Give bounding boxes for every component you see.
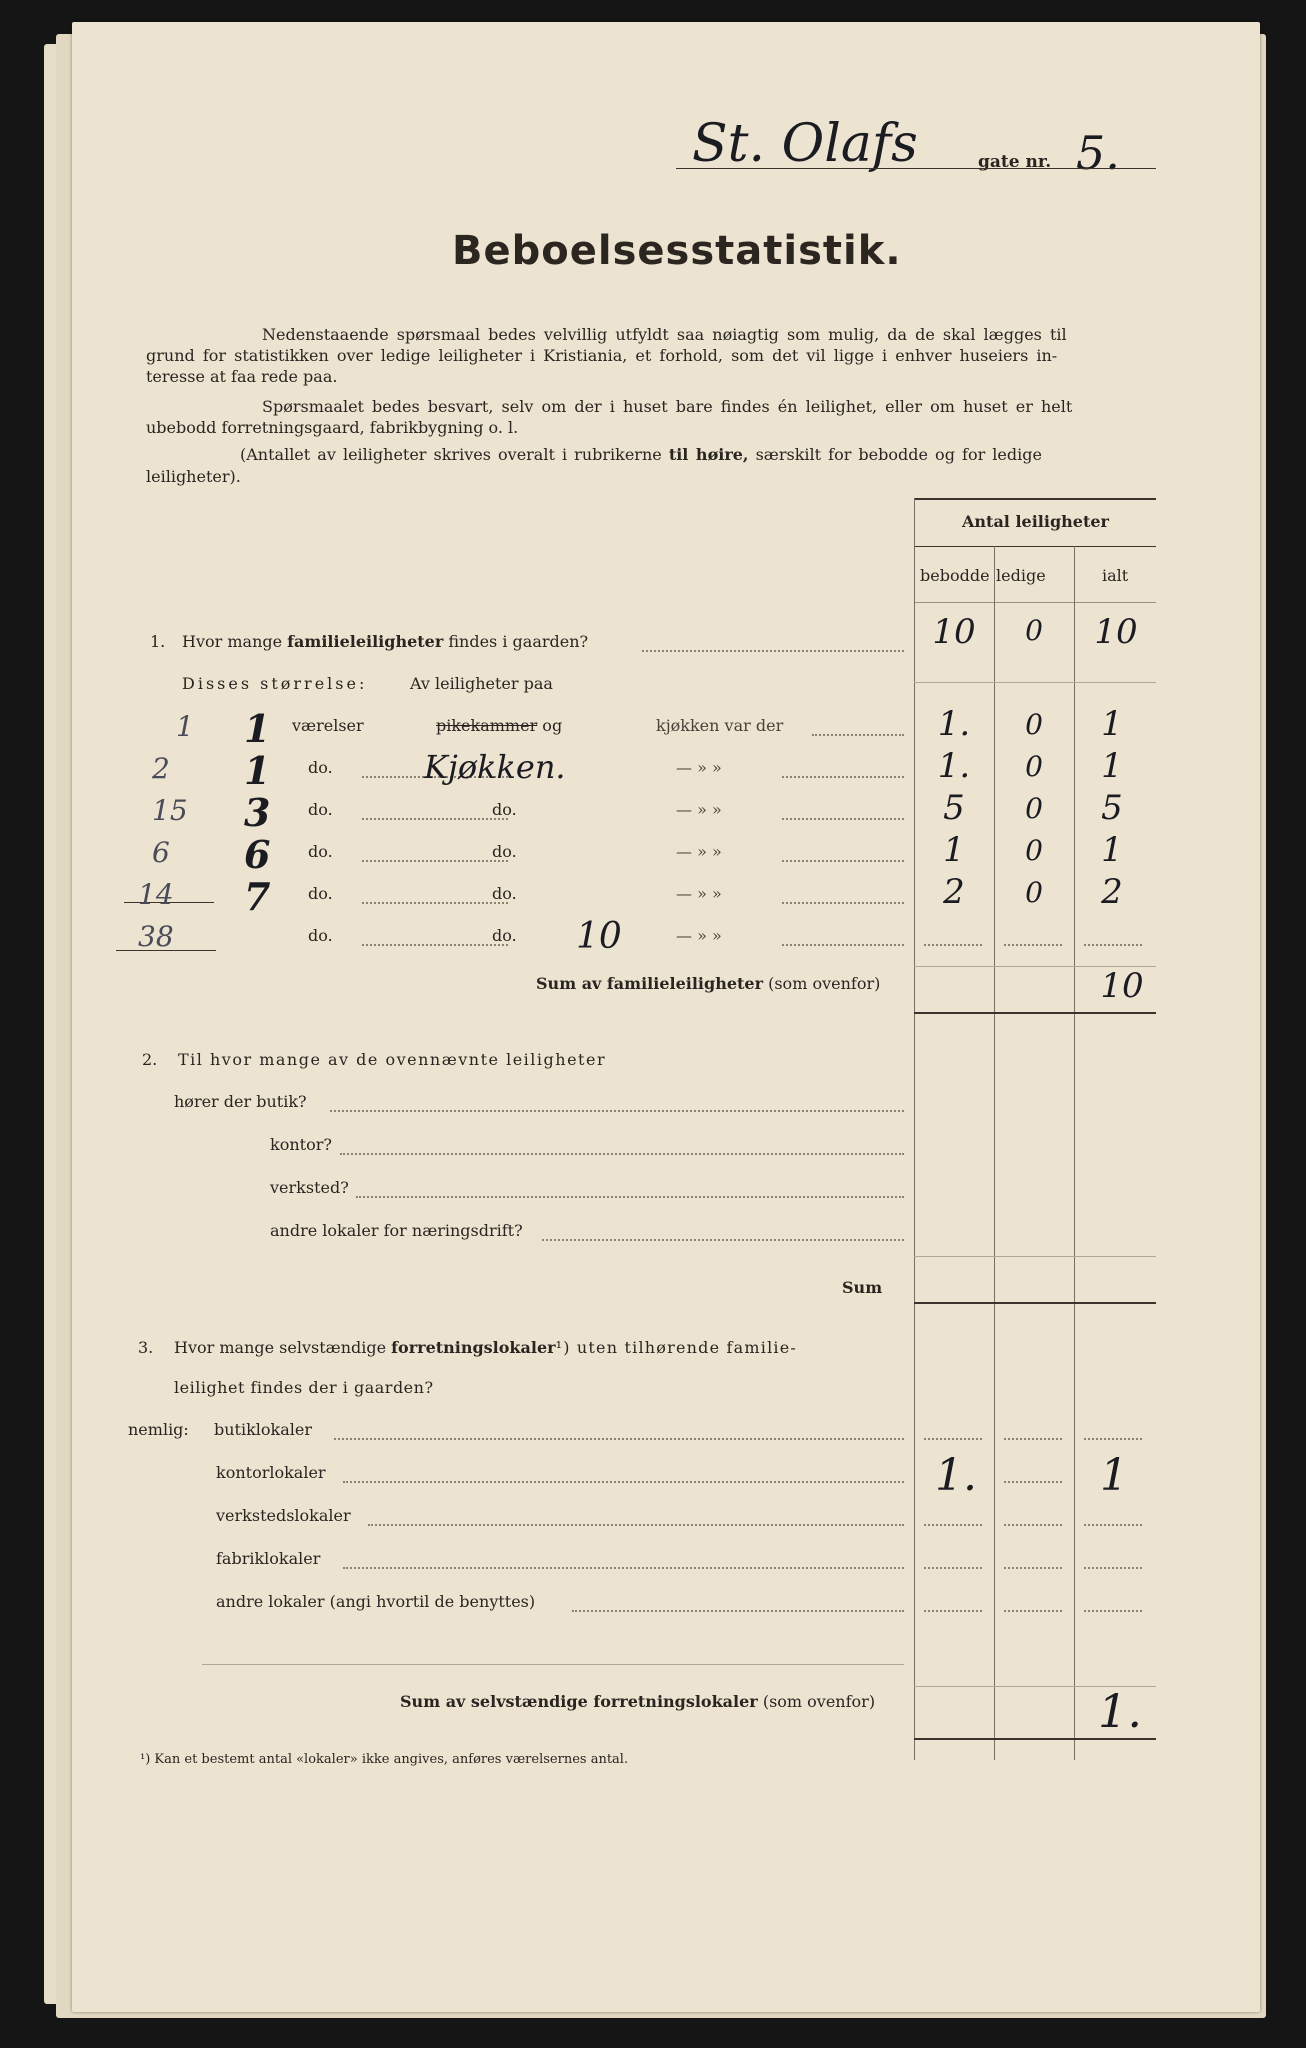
q1-sum-label (536, 974, 880, 993)
q3-number: 3. (138, 1338, 154, 1357)
leader-dots (642, 650, 904, 652)
q1-text-c: findes i gaarden? (443, 632, 589, 651)
q3-item-label: kontorlokaler (216, 1463, 326, 1482)
room-count-handwritten: 6 (244, 832, 271, 877)
leader-dots (362, 818, 508, 820)
row-ialt-value: 1 (1101, 746, 1123, 786)
row-bebodde-value: 2 (943, 872, 965, 912)
intro-line: Nedenstaaende spørsmaal bedes velvillig utfyldt saa nøiagtig som mulig, da de skal lægges til (262, 325, 1067, 344)
row-right-label: — » » (676, 926, 722, 945)
leader-dots (362, 902, 508, 904)
table-top-rule (914, 498, 1156, 500)
leader-dots (782, 860, 904, 862)
row-label: do. (308, 800, 333, 819)
struck-pikekammer: pikekammer (436, 716, 538, 735)
room-count-handwritten: 1 (244, 706, 271, 751)
q3-empty-ledige (1004, 1610, 1062, 1612)
row-mid-label: do. (492, 842, 517, 861)
q3-line1 (174, 1338, 797, 1357)
q3-item-label: fabriklokaler (216, 1549, 321, 1568)
intro-note-a: (Antallet av leiligheter skrives overalt i rubrikerne (240, 445, 669, 464)
row-ledige-value: 0 (1025, 792, 1043, 825)
q3-empty-bebodde (924, 1610, 982, 1612)
q3-empty-ledige (1004, 1481, 1062, 1483)
q1-ialt-value: 10 (1094, 612, 1138, 652)
row-mid-label: do. (492, 884, 517, 903)
sizes-sub-label: Av leiligheter paa (410, 674, 553, 693)
q3-kontor-ialt-value: 1 (1100, 1450, 1128, 1501)
q3-kontor-bebodde-value: 1. (935, 1450, 977, 1501)
row-ialt-value: 1 (1101, 830, 1123, 870)
row-empty-ledige (1004, 944, 1062, 946)
row-label: do. (308, 884, 333, 903)
q3-sum-ialt-value: 1. (1098, 1684, 1142, 1738)
q1-sum-label-a: Sum av familieleiligheter (536, 974, 764, 993)
leader-dots (356, 1196, 904, 1198)
q3-empty-ledige (1004, 1524, 1062, 1526)
row-label: værelser (292, 716, 364, 735)
q2-number: 2. (142, 1050, 158, 1069)
q3-sum-label-a: Sum av selvstændige forretningslokaler (400, 1692, 758, 1711)
q1-text (182, 632, 588, 651)
col-header-ledige: ledige (996, 566, 1046, 585)
row-mid-handwritten: 10 (576, 916, 622, 957)
margin-tally-number: 15 (152, 794, 188, 827)
q3-sum-label-b: (som ovenfor) (757, 1692, 876, 1711)
q2-andre-label: andre lokaler for næringsdrift? (270, 1221, 523, 1240)
street-name-handwritten: St. Olafs (692, 114, 918, 174)
q3-empty-ialt (1084, 1524, 1142, 1526)
q3-item-label: verkstedslokaler (216, 1506, 351, 1525)
row-ialt-value: 5 (1101, 788, 1123, 828)
intro-line: grund for statistikken over ledige leiligheter i Kristiania, et forhold, som det vil ligge i enhver huseiers in- (146, 346, 1058, 365)
row-right-label: kjøkken var der (656, 716, 784, 735)
row-rule (914, 1256, 1156, 1257)
q3-line1-c: ¹) uten tilhørende familie- (555, 1338, 797, 1357)
q1-ledige-value: 0 (1025, 614, 1043, 647)
row-ledige-value: 0 (1025, 834, 1043, 867)
row-label: do. (308, 926, 333, 945)
street-underline (676, 168, 1156, 169)
intro-line: leiligheter). (146, 467, 241, 486)
leader-dots (330, 1110, 904, 1112)
house-number-handwritten: 5. (1076, 126, 1120, 180)
col-line (994, 546, 995, 1760)
q2-line1: Til hvor mange av de ovennævnte leiligheter (178, 1050, 607, 1069)
margin-tally-number: 38 (138, 920, 174, 953)
col-header-rule (914, 602, 1156, 603)
q2-verksted-label: verksted? (270, 1178, 349, 1197)
q3-empty-bebodde (924, 1567, 982, 1569)
row-ledige-value: 0 (1025, 750, 1043, 783)
leader-dots (362, 860, 508, 862)
leader-dots (334, 1438, 904, 1440)
margin-tally-number: 14 (138, 878, 174, 911)
leader-dots (368, 1524, 904, 1526)
q2-kontor-label: kontor? (270, 1135, 332, 1154)
section-rule (914, 1738, 1156, 1740)
q3-item-label: andre lokaler (angi hvortil de benyttes) (216, 1592, 536, 1611)
leader-dots (202, 1664, 904, 1665)
leader-dots (782, 818, 904, 820)
q3-line1-a: Hvor mange selvstændige (174, 1338, 392, 1357)
page-title: Beboelsesstatistik. (452, 228, 902, 274)
row-mid-label: do. (492, 926, 517, 945)
leader-dots (782, 944, 904, 946)
q3-empty-bebodde (924, 1524, 982, 1526)
row-right-label: — » » (676, 800, 722, 819)
q1-bebodde-value: 10 (932, 612, 976, 652)
q3-empty-bebodde (924, 1438, 982, 1440)
row-mid-handwritten: Kjøkken. (424, 748, 566, 786)
footnote: ¹) Kan et bestemt antal «lokaler» ikke angives, anføres værelsernes antal. (140, 1752, 629, 1767)
gate-label: gate nr. (978, 152, 1052, 172)
room-count-handwritten: 3 (244, 790, 271, 835)
intro-note-c: særskilt for bebodde og for ledige (748, 445, 1042, 464)
row-mid-label: do. (492, 800, 517, 819)
intro-line: Spørsmaalet bedes besvart, selv om der i huset bare findes én leilighet, eller om huset er helt (262, 397, 1073, 416)
table-header-rule (914, 546, 1156, 547)
q3-empty-ledige (1004, 1438, 1062, 1440)
margin-tally-number: 1 (176, 710, 194, 743)
q3-item-label: butiklokaler (214, 1420, 313, 1439)
leader-dots (782, 902, 904, 904)
row-bebodde-value: 1. (937, 704, 971, 744)
leader-dots (340, 1153, 904, 1155)
leader-dots (812, 734, 904, 736)
table-group-header: Antal leiligheter (962, 512, 1109, 531)
row-right-label: — » » (676, 884, 722, 903)
q3-nemlig: nemlig: (128, 1420, 189, 1439)
row-rule (914, 682, 1156, 683)
row-ledige-value: 0 (1025, 708, 1043, 741)
sizes-label: Disses størrelse: (182, 674, 368, 693)
row-ialt-value: 2 (1101, 872, 1123, 912)
row-bebodde-value: 1 (943, 830, 965, 870)
leader-dots (542, 1239, 904, 1241)
row-bebodde-value: 5 (943, 788, 965, 828)
q3-empty-ledige (1004, 1567, 1062, 1569)
leader-dots (343, 1481, 905, 1483)
q1-sum-label-b: (som ovenfor) (763, 974, 881, 993)
margin-tally-number: 2 (152, 752, 170, 785)
row-right-label: — » » (676, 758, 722, 777)
census-form-page (72, 22, 1260, 2012)
q2-butik-label: hører der butik? (174, 1092, 307, 1111)
leader-dots (343, 1567, 905, 1569)
row-empty-ialt (1084, 944, 1142, 946)
q3-sum-label (400, 1692, 875, 1711)
margin-tally-number: 6 (152, 836, 170, 869)
intro-note-line (240, 444, 1042, 465)
col-line (914, 498, 915, 1760)
room-count-handwritten: 1 (244, 748, 271, 793)
leader-dots (572, 1610, 904, 1612)
section-rule (914, 1012, 1156, 1014)
row-ialt-value: 1 (1101, 704, 1123, 744)
q3-empty-ialt (1084, 1438, 1142, 1440)
q1-number: 1. (150, 632, 166, 651)
q1-text-b: familieleiligheter (287, 632, 444, 651)
col-header-bebodde: bebodde (920, 566, 990, 585)
row-bebodde-value: 1. (937, 746, 971, 786)
intro-line: teresse at faa rede paa. (146, 367, 338, 386)
leader-dots (782, 776, 904, 778)
section-rule (914, 1302, 1156, 1304)
row-label: do. (308, 842, 333, 861)
leader-dots (362, 944, 508, 946)
intro-note-b: til høire, (668, 445, 749, 464)
q3-empty-ialt (1084, 1567, 1142, 1569)
row-mid-label: pikekammer og (436, 716, 563, 735)
col-line (1074, 546, 1075, 1760)
col-header-ialt: ialt (1102, 566, 1129, 585)
q3-line2: leilighet findes der i gaarden? (174, 1378, 434, 1397)
q1-sum-ialt-value: 10 (1100, 966, 1144, 1006)
row-label: do. (308, 758, 333, 777)
row-empty-bebodde (924, 944, 982, 946)
row-right-label: — » » (676, 842, 722, 861)
room-count-handwritten: 7 (244, 874, 271, 919)
q3-empty-ialt (1084, 1610, 1142, 1612)
q2-sum-label: Sum (842, 1278, 883, 1297)
q1-text-a: Hvor mange (182, 632, 288, 651)
q3-line1-b: forretningslokaler (391, 1338, 556, 1357)
row-ledige-value: 0 (1025, 876, 1043, 909)
intro-line: ubebodd forretningsgaard, fabrikbygning o. l. (146, 418, 519, 437)
